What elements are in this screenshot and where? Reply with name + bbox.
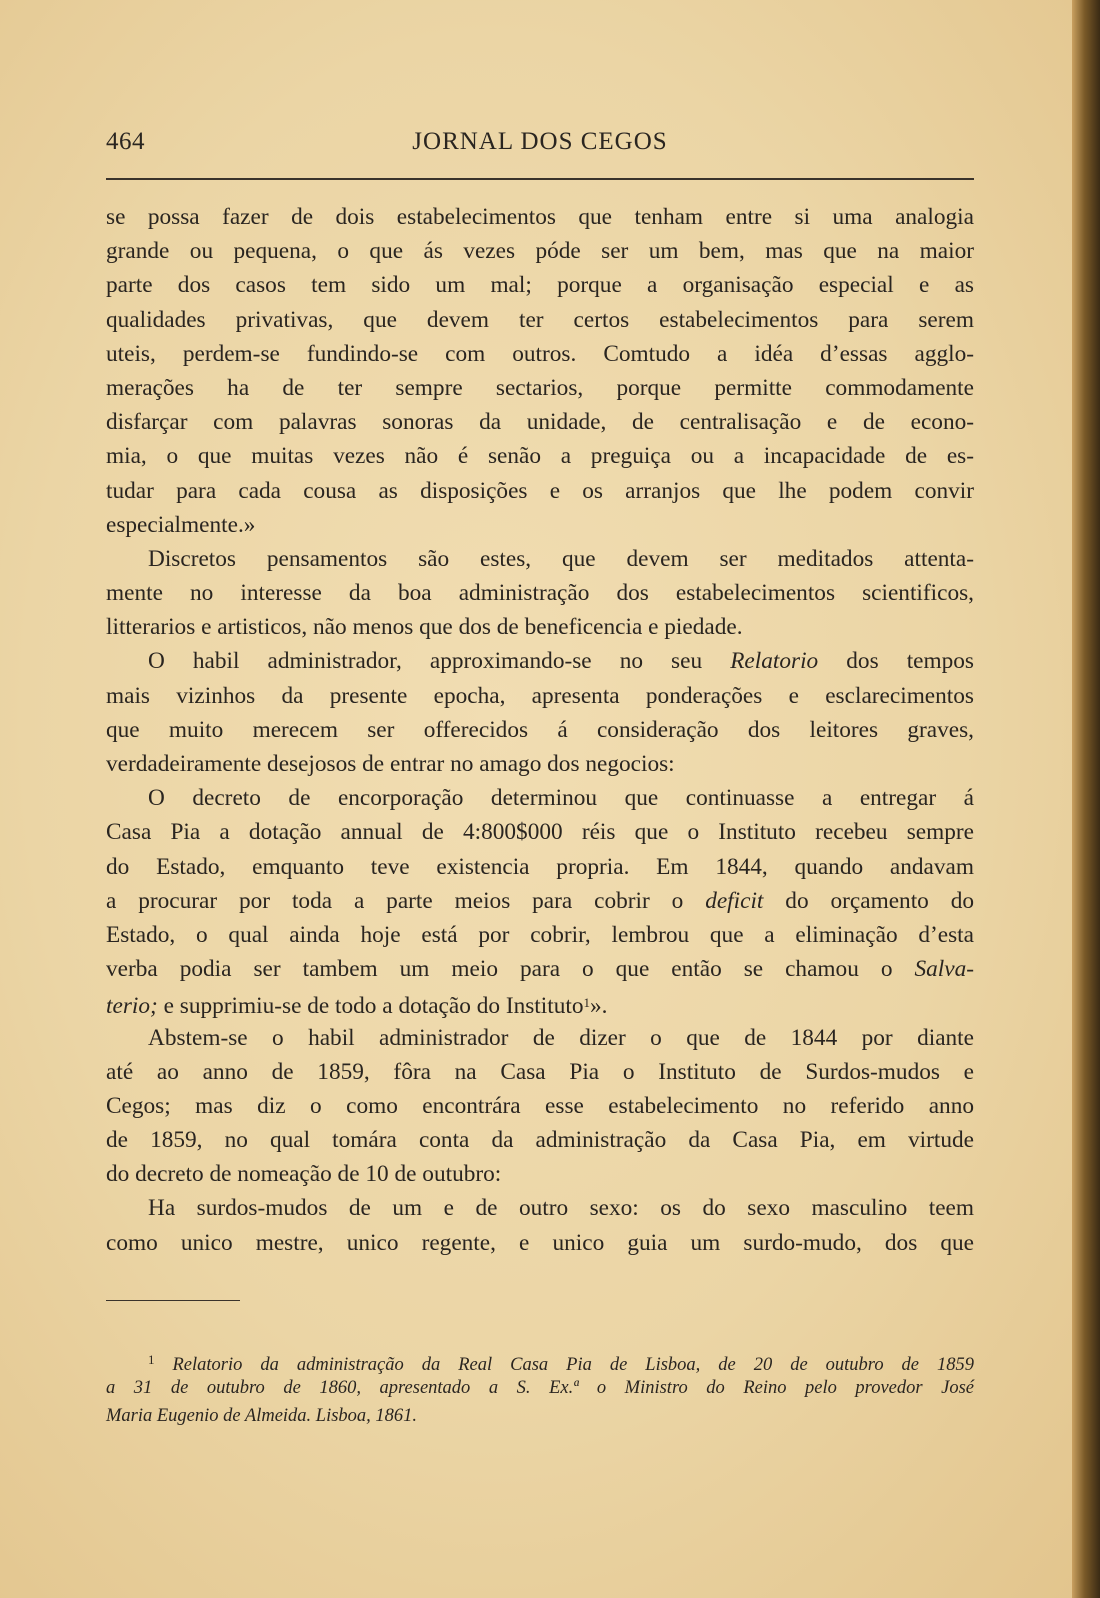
- book-spine-edge: [1072, 0, 1100, 1598]
- text-line: mais vizinhos da presente epocha, apresenta ponderações e esclarecimentos: [106, 682, 974, 709]
- text-line: mente no interesse da boa administração dos estabelecimentos scientificos,: [106, 580, 974, 607]
- footnotes: [106, 1346, 974, 1430]
- text-line-mixed: [106, 952, 974, 986]
- footnote-reference[interactable]: 1: [583, 995, 590, 1011]
- footnote-line: a 31 de outubro de 1860, apresentado a S. Ex.ª o Ministro do Reino pelo provedor José: [106, 1378, 974, 1398]
- text-line: grande ou pequena, o que ás vezes póde ser um bem, mas que na maior: [106, 238, 974, 265]
- running-title: JORNAL DOS CEGOS: [412, 128, 668, 155]
- italic-word: deficit: [705, 887, 764, 914]
- italic-word: terio;: [106, 993, 158, 1020]
- text-line: até ao anno de 1859, fôra na Casa Pia o Instituto de Surdos-mudos e: [106, 1058, 974, 1085]
- text-line: de 1859, no qual tomára conta da administração da Casa Pia, em virtude: [106, 1127, 974, 1154]
- footnote-line: [106, 1346, 974, 1374]
- footnote-mark: 1: [148, 1352, 155, 1367]
- text-line: tudar para cada cousa as disposições e os arranjos que lhe podem convir: [106, 477, 974, 504]
- text-run: verba podia ser tambem um meio para o que então se chamou o: [106, 956, 915, 983]
- text-line-mixed: [106, 884, 974, 918]
- text-line: litterarios e artisticos, não menos que dos de beneficencia e piedade.: [106, 614, 743, 641]
- text-line: que muito merecem ser offerecidos á consideração dos leitores graves,: [106, 716, 974, 743]
- italic-word: Salva-: [914, 956, 974, 983]
- text-line: como unico mestre, unico regente, e unico guia um surdo-mudo, dos que: [106, 1229, 974, 1256]
- text-line: especialmente.»: [106, 511, 256, 538]
- text-line: do Estado, emquanto teve existencia propria. Em 1844, quando andavam: [106, 853, 974, 880]
- text-line: Discretos pensamentos são estes, que devem ser meditados attenta-: [148, 545, 974, 572]
- text-line: se possa fazer de dois estabelecimentos que tenham entre si uma analogia: [106, 204, 974, 230]
- header-rule: [106, 178, 974, 180]
- text-run: e supprimiu-se de todo a dotação do Instituto: [157, 993, 584, 1020]
- text-line-mixed: [106, 986, 974, 1020]
- body-text: [106, 200, 974, 1260]
- text-run: do orçamento do: [763, 887, 974, 914]
- text-line: do decreto de nomeação de 10 de outubro:: [106, 1161, 502, 1188]
- text-line: Ha surdos-mudos de um e de outro sexo: os do sexo masculino teem: [148, 1195, 974, 1222]
- text-run: ».: [590, 993, 608, 1020]
- text-line: mia, o que muitas vezes não é senão a preguiça ou a incapacidade de es-: [106, 443, 974, 470]
- text-line: merações ha de ter sempre sectarios, porque permitte commodamente: [106, 374, 974, 401]
- text-line: parte dos casos tem sido um mal; porque a organisação especial e as: [106, 272, 974, 299]
- footnote-line: Maria Eugenio de Almeida. Lisboa, 1861.: [106, 1406, 418, 1426]
- text-line: Cegos; mas diz o como encontrára esse estabelecimento no referido anno: [106, 1092, 974, 1119]
- text-line: O decreto de encorporação determinou que continuasse a entregar á: [148, 785, 974, 812]
- footnote-rule: [106, 1300, 240, 1301]
- text-line-mixed: [106, 644, 974, 678]
- text-line: disfarçar com palavras sonoras da unidade, de centralisação e de econo-: [106, 409, 974, 436]
- text-line: qualidades privativas, que devem ter certos estabelecimentos para serem: [106, 306, 974, 333]
- text-line: uteis, perdem-se fundindo-se com outros. Comtudo a idéa d’essas agglo-: [106, 340, 974, 367]
- footnote-text: Relatorio da administração da Real Casa Pia de Lisboa, de 20 de outubro de 1859: [172, 1355, 975, 1375]
- text-line: Estado, o qual ainda hoje está por cobrir, lembrou que a eliminação d’esta: [106, 921, 974, 948]
- text-line: verdadeiramente desejosos de entrar no amago dos negocios:: [106, 751, 675, 777]
- text-line: Abstem-se o habil administrador de dizer o que de 1844 por diante: [148, 1024, 974, 1051]
- text-run: dos tempos: [818, 648, 974, 675]
- text-run: O habil administrador, approximando-se no seu: [148, 648, 731, 675]
- page-number: 464: [106, 128, 145, 155]
- page-header: [106, 128, 974, 166]
- text-run: a procurar por toda a parte meios para cobrir o: [106, 887, 706, 914]
- italic-title: Relatorio: [730, 648, 819, 675]
- text-line: Casa Pia a dotação annual de 4:800$000 réis que o Instituto recebeu sempre: [106, 819, 974, 846]
